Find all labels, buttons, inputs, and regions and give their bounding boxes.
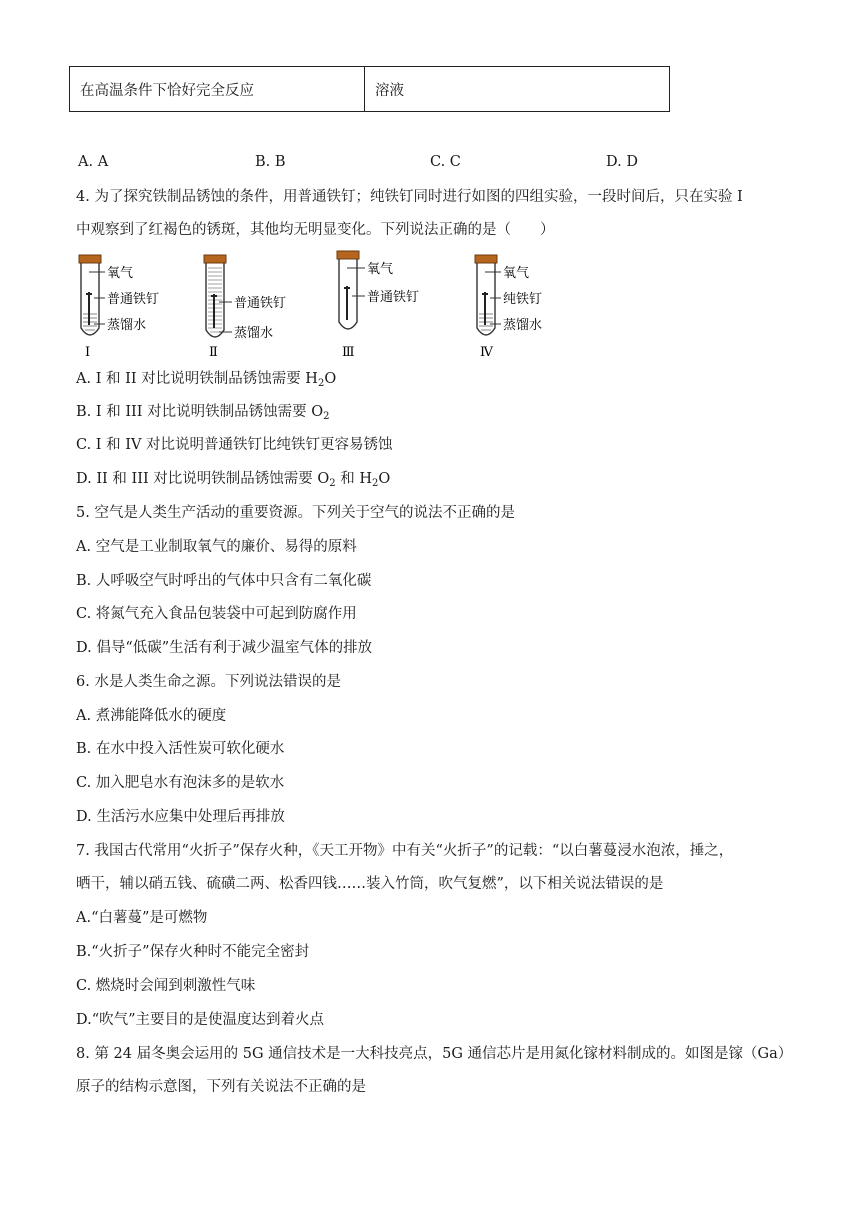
q6-option-a: A. 煮沸能降低水的硬度 [76, 708, 227, 724]
q4-option-d: D. II 和 III 对比说明铁制品锈蚀需要 $O_2$ 和 $H_2O$ [76, 471, 391, 489]
tube-2-label: 蒸馏水 [234, 326, 274, 341]
q5-option-c: C. 将氮气充入食品包装袋中可起到防腐作用 [76, 606, 357, 622]
tube-2-numeral: Ⅱ [209, 345, 218, 360]
q3-option-b: B. B [255, 154, 286, 170]
q5-option-d: D. 倡导“低碳”生活有利于减少温室气体的排放 [76, 640, 373, 656]
table-row [70, 67, 670, 112]
q4-option-b: B. I 和 III 对比说明铁制品锈蚀需要 $O_2$ [76, 404, 330, 422]
tube-1-label: 普通铁钉 [107, 292, 160, 307]
tube-4-label: 纯铁钉 [503, 292, 543, 307]
q7-option-c: C. 燃烧时会闻到刺激性气味 [76, 978, 256, 994]
tube-4-numeral: Ⅳ [480, 345, 493, 360]
q8-stem-line1: 8. 第 24 届冬奥会运用的 5G 通信技术是一大科技亮点，5G 通信芯片是用氮化镓材料制成的。如图是镓（Ga） [76, 1046, 793, 1062]
q7-stem-line2: 晒干，辅以硝五钱、硫磺二两、松香四钱……装入竹筒，吹气复燃”，以下相关说法错误的是 [76, 876, 664, 892]
q7-option-a: A.“白薯蔓”是可燃物 [76, 910, 208, 926]
tube-3-label: 普通铁钉 [367, 290, 420, 305]
tube-4 [475, 255, 542, 360]
test-tube-figure [70, 250, 570, 362]
q4-option-c: C. I 和 IV 对比说明普通铁钉比纯铁钉更容易锈蚀 [76, 437, 393, 453]
q6-stem: 6. 水是人类生命之源。下列说法错误的是 [76, 674, 341, 690]
q3-option-c: C. C [430, 154, 461, 170]
q4-stem-line2: 中观察到了红褐色的锈斑，其他均无明显变化。下列说法正确的是（ ） [76, 222, 555, 238]
tube-1-numeral: Ⅰ [85, 345, 91, 360]
tube-2-label: 普通铁钉 [234, 296, 287, 311]
tube-1-label: 氧气 [107, 266, 134, 281]
q8-stem-line2: 原子的结构示意图，下列有关说法不正确的是 [76, 1079, 366, 1095]
q7-stem-line1: 7. 我国古代常用“火折子”保存火种，《天工开物》中有关“火折子”的记载：“以白薯蔓浸水泡浓，捶之， [76, 843, 734, 859]
tube-3 [337, 251, 419, 360]
tube-3-numeral: Ⅲ [342, 345, 355, 360]
q4-stem-line1: 4. 为了探究铁制品锈蚀的条件，用普通铁钉；纯铁钉同时进行如图的四组实验，一段时间后，只在实验 I [76, 189, 743, 205]
tube-2 [204, 255, 286, 360]
q6-option-d: D. 生活污水应集中处理后再排放 [76, 809, 285, 825]
tube-1-label: 蒸馏水 [107, 318, 147, 333]
q5-option-a: A. 空气是工业制取氧气的廉价、易得的原料 [76, 539, 357, 555]
q6-option-c: C. 加入肥皂水有泡沫多的是软水 [76, 775, 285, 791]
q4-option-a: A. I 和 II 对比说明铁制品锈蚀需要 $H_2O$ [76, 371, 337, 389]
q6-option-b: B. 在水中投入活性炭可软化硬水 [76, 741, 285, 757]
tube-1 [79, 255, 159, 360]
tube-3-label: 氧气 [367, 262, 394, 277]
q5-stem: 5. 空气是人类生产活动的重要资源。下列关于空气的说法不正确的是 [76, 505, 515, 521]
tube-4-label: 蒸馏水 [503, 318, 543, 333]
q3-option-d: D. D [606, 154, 638, 170]
q5-option-b: B. 人呼吸空气时呼出的气体中只含有二氧化碳 [76, 573, 372, 589]
q3-option-a: A. A [78, 154, 109, 170]
q7-option-d: D.“吹气”主要目的是使温度达到着火点 [76, 1012, 325, 1028]
q7-option-b: B.“火折子”保存火种时不能完全密封 [76, 944, 310, 960]
table-cell: 在高温条件下恰好完全反应 [70, 67, 365, 112]
tube-4-label: 氧气 [503, 266, 530, 281]
answer-table [69, 66, 670, 112]
table-cell: 溶液 [365, 67, 670, 112]
